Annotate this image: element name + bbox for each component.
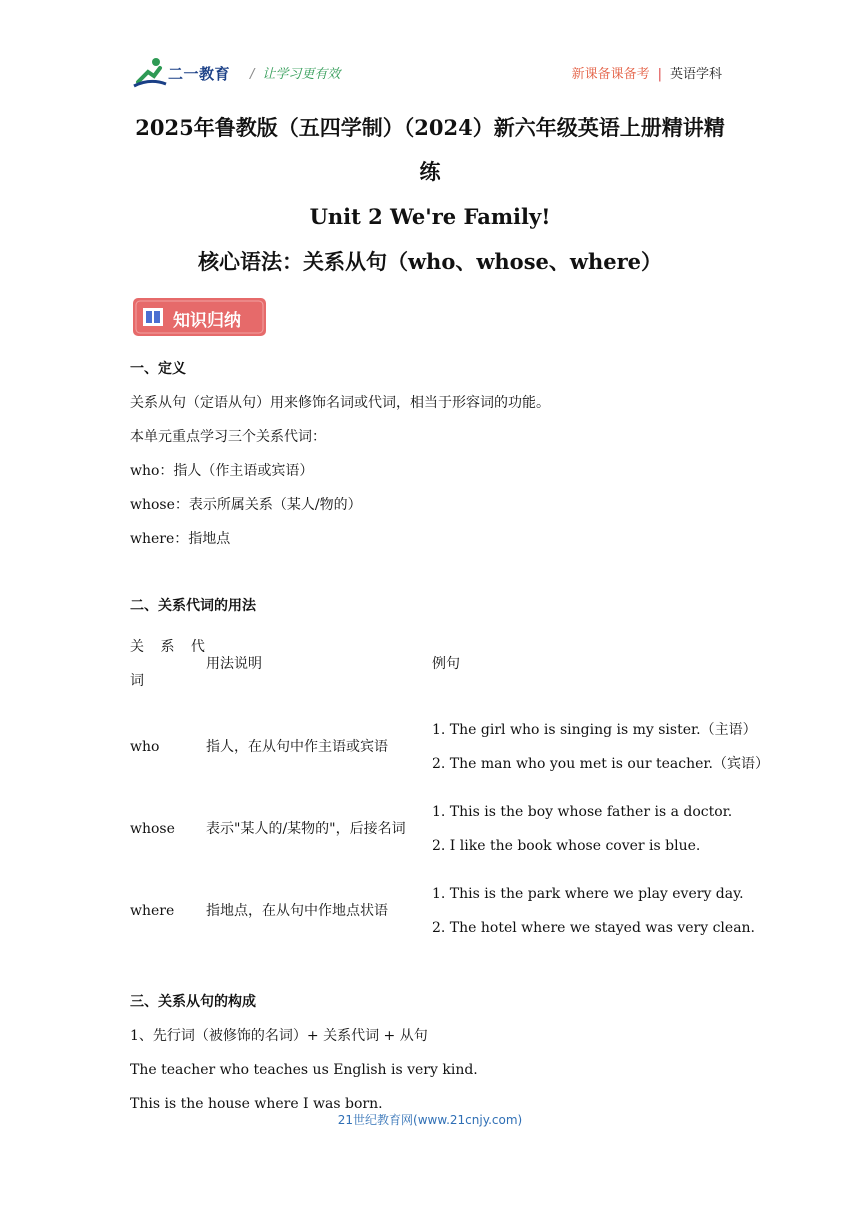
unit-title: Unit 2 We're Family! — [309, 204, 551, 229]
definition-line: 关系从句（定语从句）用来修饰名词或代词，相当于形容词的功能。 — [130, 395, 550, 411]
table-row-example: 1. This is the boy whose father is a doctor. — [432, 804, 733, 820]
definition-line: whose：表示所属关系（某人/物的） — [130, 497, 362, 513]
runner-logo-icon — [130, 56, 170, 88]
table-row-usage: 指人，在从句中作主语或宾语 — [206, 739, 388, 755]
section3-heading: 三、关系从句的构成 — [130, 994, 256, 1010]
table-row-pronoun: where — [130, 903, 175, 919]
table-row-pronoun: who — [130, 739, 160, 755]
document-title-line1: 2025年鲁教版（五四学制）（2024）新六年级英语上册精讲精 — [135, 115, 725, 140]
slogan-separator: / — [250, 67, 255, 82]
definition-line: where：指地点 — [130, 531, 231, 547]
table-row-example: 2. I like the book whose cover is blue. — [432, 838, 701, 854]
structure-line: 1、先行词（被修饰的名词）+ 关系代词 + 从句 — [130, 1028, 428, 1044]
header-divider: | — [657, 67, 662, 82]
table-row-usage: 表示"某人的/某物的"，后接名词 — [206, 821, 406, 837]
table-row-example: 1. The girl who is singing is my sister.（主语） — [432, 722, 757, 738]
slogan-text: 让学习更有效 — [262, 67, 341, 82]
logo-text: 二一教育 — [168, 65, 231, 83]
example-sentence: The teacher who teaches us English is very kind. — [130, 1062, 478, 1078]
logo — [130, 56, 242, 88]
grammar-title: 核心语法：关系从句（who、whose、where） — [197, 249, 663, 274]
table-header-pronoun-cont: 词 — [130, 673, 144, 689]
page-footer: 21世纪教育网(www.21cnjy.com) — [337, 1113, 523, 1127]
page-header — [130, 56, 730, 88]
table-header-usage: 用法说明 — [206, 656, 262, 672]
table-row-example: 2. The hotel where we stayed was very clean. — [432, 920, 756, 936]
document-title-line2: 练 — [419, 159, 441, 184]
section1-heading: 一、定义 — [130, 361, 186, 377]
table-row-example: 2. The man who you met is our teacher.（宾语） — [432, 756, 770, 772]
table-row-pronoun: whose — [130, 821, 175, 837]
section2-heading: 二、关系代词的用法 — [130, 598, 256, 614]
table-row-usage: 指地点，在从句中作地点状语 — [206, 903, 388, 919]
slogan — [250, 63, 340, 82]
knowledge-summary-badge — [133, 298, 266, 336]
table-header-pronoun: 关 系 代 — [130, 639, 211, 655]
table-header-example: 例句 — [432, 656, 460, 672]
example-sentence: This is the house where I was born. — [130, 1096, 383, 1112]
book-icon — [141, 304, 167, 330]
header-subject — [572, 63, 722, 82]
header-tagline: 新课备课备考 — [571, 67, 650, 82]
definition-line: who：指人（作主语或宾语） — [130, 463, 314, 479]
header-subject-label: 英语学科 — [669, 67, 722, 82]
table-row-example: 1. This is the park where we play every day. — [432, 886, 744, 902]
badge-label: 知识归纳 — [173, 311, 241, 331]
definition-line: 本单元重点学习三个关系代词： — [130, 429, 326, 445]
